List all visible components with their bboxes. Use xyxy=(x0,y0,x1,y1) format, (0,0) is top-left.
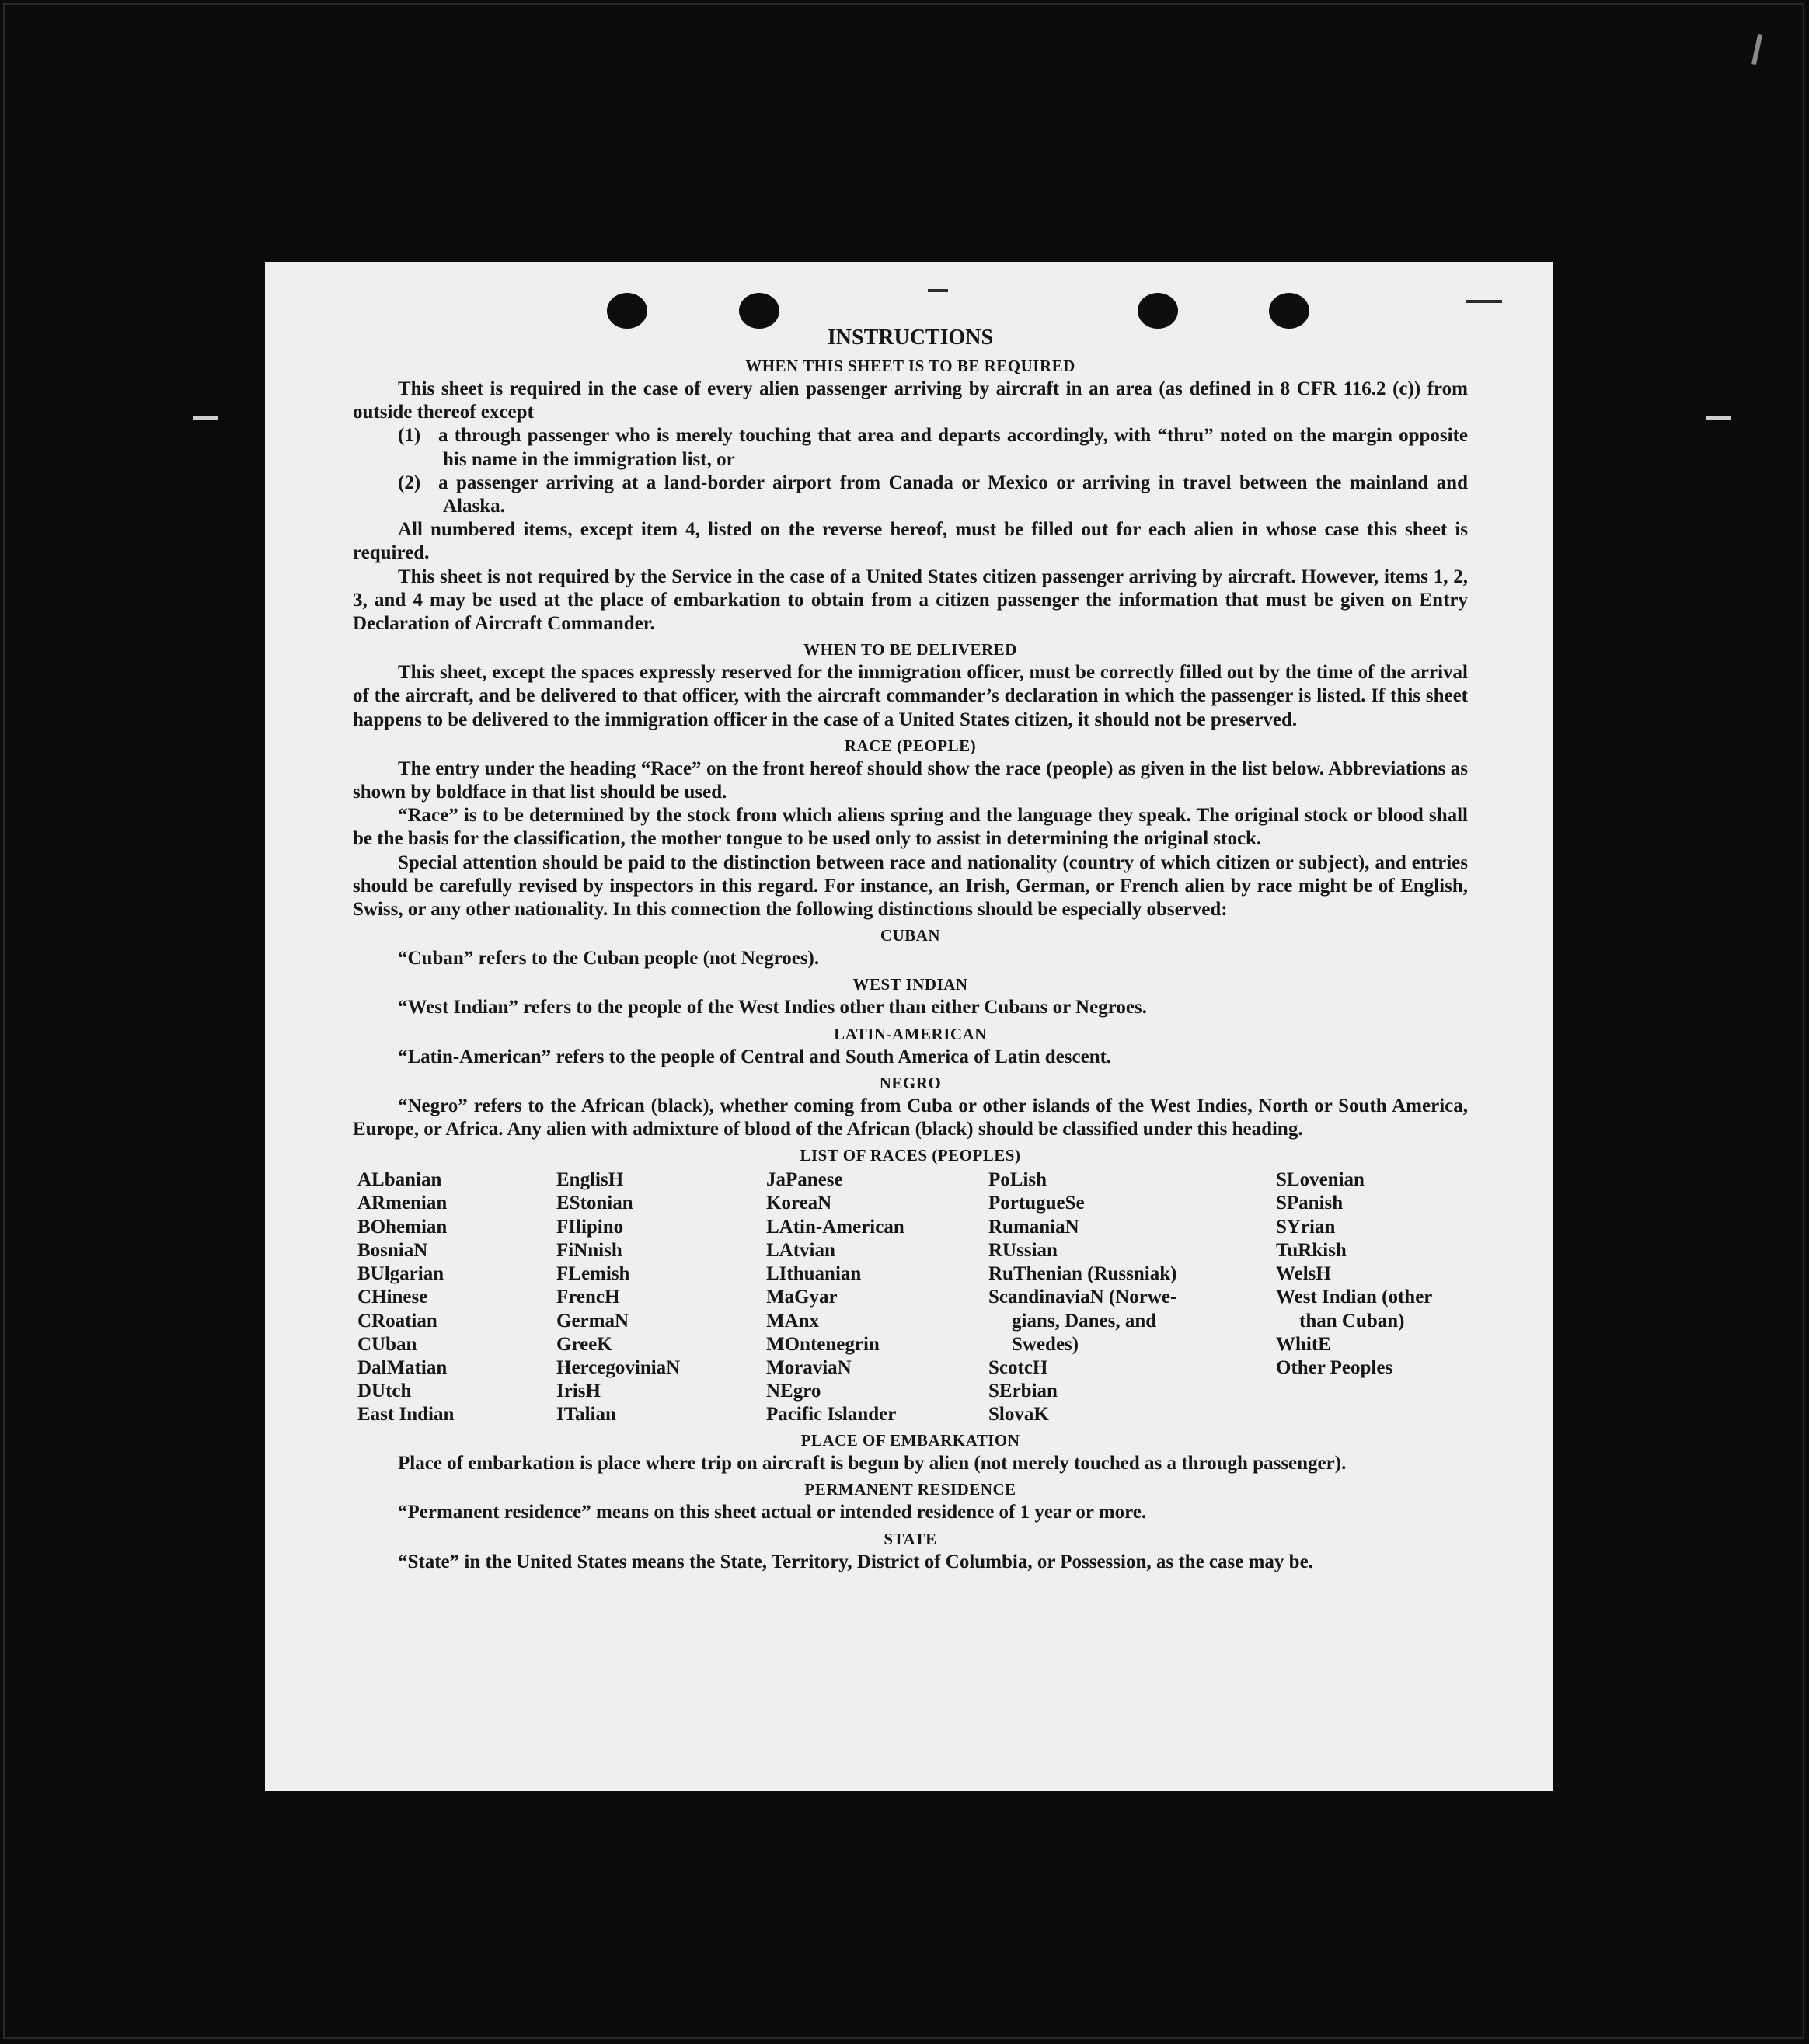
exception-number: (1) xyxy=(398,425,421,447)
race-entry-continuation: than Cuban) xyxy=(1299,1310,1405,1332)
film-margin-mark xyxy=(1706,416,1731,420)
section-heading-negro: NEGRO xyxy=(879,1073,942,1092)
race-column-2 xyxy=(556,1168,680,1426)
section-heading-latin-american: LATIN-AMERICAN xyxy=(834,1024,987,1043)
race-entry: Other Peoples xyxy=(1276,1356,1393,1378)
exception-item-2 xyxy=(398,472,1468,518)
paragraph-race-entry: The entry under the heading “Race” on the front hereof should show the race (people) as given in the list below. Abbreviations as shown by boldface in that list should be used. xyxy=(353,757,1468,803)
race-entry: SYrian xyxy=(1276,1216,1336,1238)
paragraph-numbered-items: All numbered items, except item 4, listed on the reverse hereof, must be filled out for each alien in whose case this sheet is required. xyxy=(353,519,1468,564)
section-heading-residence: PERMANENT RESIDENCE xyxy=(804,1480,1016,1499)
race-column-3 xyxy=(766,1168,904,1426)
race-entry: JaPanese xyxy=(766,1169,843,1191)
film-speck xyxy=(928,289,948,292)
section-heading-when-required: WHEN THIS SHEET IS TO BE REQUIRED xyxy=(745,357,1075,375)
race-entry: BosniaN xyxy=(357,1239,428,1261)
exception-text: a passenger arriving at a land-border airport from Canada or Mexico or arriving in travel between the mainland and Alaska. xyxy=(438,472,1468,517)
race-entry: ALbanian xyxy=(357,1169,442,1191)
race-entry: DUtch xyxy=(357,1381,412,1402)
definition-embarkation: Place of embarkation is place where trip on aircraft is begun by alien (not merely touched as a through passenger). xyxy=(398,1453,1347,1475)
definition-west-indian: “West Indian” refers to the people of the West Indies other than either Cubans or Negroes. xyxy=(398,997,1147,1019)
race-entry: NEgro xyxy=(766,1381,821,1402)
section-heading-race: RACE (PEOPLE) xyxy=(844,736,977,755)
race-entry: MoraviaN xyxy=(766,1356,852,1378)
film-margin-mark xyxy=(193,416,218,420)
race-entry: SErbian xyxy=(988,1381,1058,1402)
race-entry: ARmenian xyxy=(357,1193,448,1214)
race-entry: HercegoviniaN xyxy=(556,1356,681,1378)
race-entry: MAnx xyxy=(766,1310,820,1332)
race-entry: WelsH xyxy=(1276,1263,1331,1285)
race-entry: CRoatian xyxy=(357,1310,437,1332)
definition-latin-american: “Latin-American” refers to the people of Central and South America of Latin descent. xyxy=(398,1046,1112,1067)
race-entry: RuThenian (Russniak) xyxy=(988,1263,1177,1285)
paragraph-citizen: This sheet is not required by the Service in the case of a United States citizen passenger arriving by aircraft. However, items 1, 2, 3, and 4 may be used at the place of embarkation to obtain from a citizen passenger the information that must be given on Entry Declaration of Aircraft Commander. xyxy=(353,566,1468,635)
race-entry: KoreaN xyxy=(766,1193,832,1214)
race-entry: ScandinaviaN (Norwe- xyxy=(988,1287,1177,1308)
definition-residence: “Permanent residence” means on this sheet actual or intended residence of 1 year or more. xyxy=(398,1502,1147,1523)
section-heading-embarkation: PLACE OF EMBARKATION xyxy=(800,1431,1020,1450)
race-entry: FIlipino xyxy=(556,1216,624,1238)
race-entry: BUlgarian xyxy=(357,1263,444,1285)
race-entry-continuation: Swedes) xyxy=(1012,1333,1079,1355)
race-entry: EnglisH xyxy=(556,1169,624,1191)
race-entry: Pacific Islander xyxy=(766,1404,897,1426)
section-heading-when-delivered: WHEN TO BE DELIVERED xyxy=(803,640,1017,660)
race-entry: LIthuanian xyxy=(766,1263,862,1285)
document-page xyxy=(265,262,1553,1791)
section-heading-cuban: CUBAN xyxy=(880,926,941,945)
race-entry: FiNnish xyxy=(556,1239,622,1261)
race-column-4 xyxy=(988,1168,1176,1426)
race-entry: PoLish xyxy=(988,1169,1047,1191)
race-entry: ITalian xyxy=(556,1404,616,1426)
race-entry: LAtin-American xyxy=(766,1216,904,1238)
race-entry: West Indian (other xyxy=(1276,1287,1433,1308)
paragraph-intro: This sheet is required in the case of every alien passenger arriving by aircraft in an area (as defined in 8 CFR 116.2 (c)) from outside thereof except xyxy=(353,378,1468,423)
section-heading-list-of-races: LIST OF RACES (PEOPLES) xyxy=(800,1146,1021,1165)
race-entry: PortugueSe xyxy=(988,1193,1085,1214)
paragraph-race-nationality: Special attention should be paid to the distinction between race and nationality (country of which citizen or subject), and entries should be carefully revised by inspectors in this regard. For instance, an Irish, German, or French alien by race might be of English, Swiss, or any other nationality. In this connection the following distinctions should be especially observed: xyxy=(353,851,1468,921)
race-entry-continuation: gians, Danes, and xyxy=(1012,1310,1157,1332)
race-entry: IrisH xyxy=(556,1381,601,1402)
instructions-text xyxy=(353,324,1468,1574)
race-entry: BOhemian xyxy=(357,1216,448,1238)
race-entry: SPanish xyxy=(1276,1193,1344,1214)
race-entry: RumaniaN xyxy=(988,1216,1079,1238)
race-entry: WhitE xyxy=(1276,1333,1331,1355)
section-heading-state: STATE xyxy=(884,1529,937,1548)
race-entry: CUban xyxy=(357,1333,417,1355)
definition-cuban: “Cuban” refers to the Cuban people (not Negroes). xyxy=(398,948,820,970)
race-column-5 xyxy=(1276,1168,1432,1380)
race-entry: FLemish xyxy=(556,1263,630,1285)
definition-negro: “Negro” refers to the African (black), whether coming from Cuba or other islands of the West Indies, North or South America, Europe, or Africa. Any alien with admixture of blood of the African (black) should be classified under this heading. xyxy=(353,1095,1468,1140)
race-entry: CHinese xyxy=(357,1287,428,1308)
race-entry: GreeK xyxy=(556,1333,612,1355)
race-list xyxy=(353,1168,1468,1426)
race-entry: RUssian xyxy=(988,1239,1058,1261)
race-entry: SlovaK xyxy=(988,1404,1049,1426)
definition-state: “State” in the United States means the State, Territory, District of Columbia, or Possession, as the case may be. xyxy=(398,1551,1313,1572)
paragraph-delivery: This sheet, except the spaces expressly reserved for the immigration officer, must be correctly filled out by the time of the arrival of the aircraft, and be delivered to that officer, with the aircraft commander’s declaration in which the passenger is listed. If this sheet happens to be delivered to the immigration officer in the case of a United States citizen, it should not be preserved. xyxy=(353,662,1468,730)
race-entry: EStonian xyxy=(556,1193,633,1214)
page-title: INSTRUCTIONS xyxy=(827,326,994,350)
race-entry: LAtvian xyxy=(766,1239,835,1261)
paragraph-race-definition: “Race” is to be determined by the stock from which aliens spring and the language they speak. The original stock or blood shall be the basis for the classification, the mother tongue to be used only to assist in determining the original stock. xyxy=(353,805,1468,850)
race-entry: ScotcH xyxy=(988,1356,1048,1378)
exception-text: a through passenger who is merely touching that area and departs accordingly, with “thru” noted on the margin opposite his name in the immigration list, or xyxy=(438,425,1468,470)
race-column-1 xyxy=(357,1168,454,1426)
race-entry: East Indian xyxy=(357,1404,455,1426)
exception-number: (2) xyxy=(398,472,421,493)
film-speck xyxy=(1466,300,1502,303)
race-entry: SLovenian xyxy=(1276,1169,1365,1191)
exception-item-1 xyxy=(398,424,1468,471)
section-heading-west-indian: WEST INDIAN xyxy=(852,975,968,994)
race-entry: FrencH xyxy=(556,1287,620,1308)
race-entry: TuRkish xyxy=(1276,1239,1347,1261)
race-entry: GermaN xyxy=(556,1310,629,1332)
race-entry: MOntenegrin xyxy=(766,1333,880,1355)
race-entry: DalMatian xyxy=(357,1356,448,1378)
race-entry: MaGyar xyxy=(766,1287,838,1308)
